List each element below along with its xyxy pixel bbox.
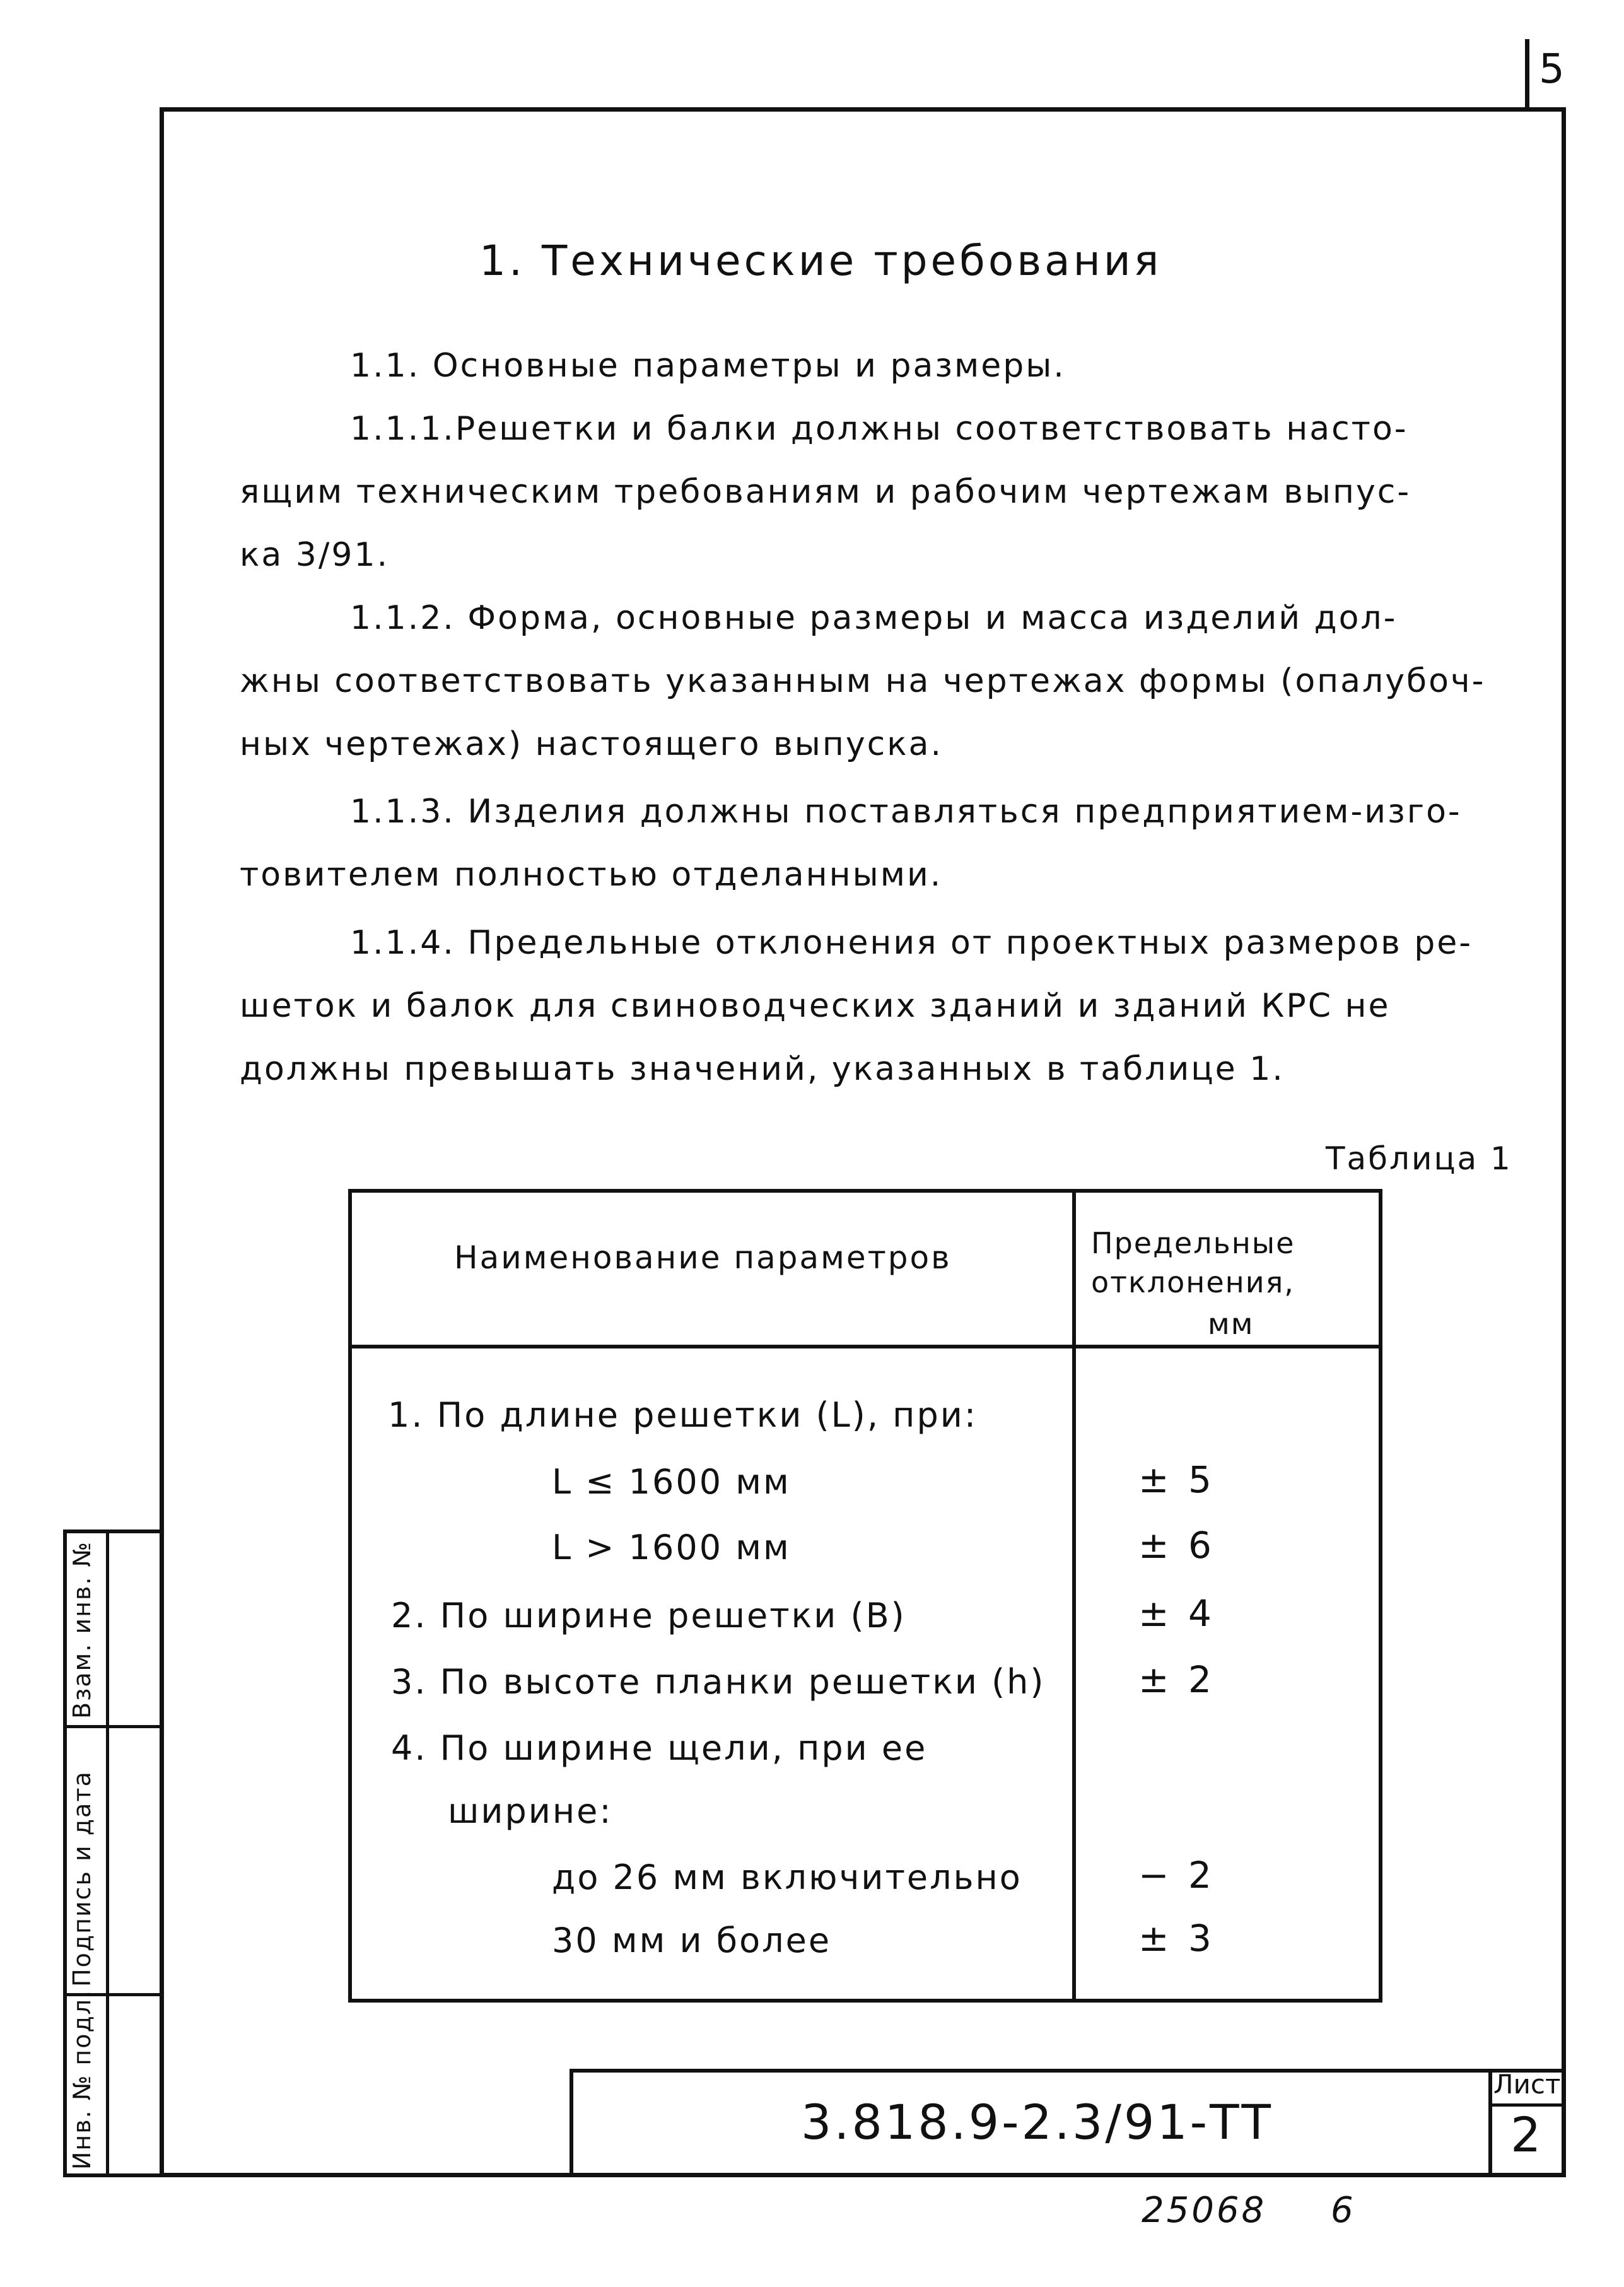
paragraph-1-1-4-line3: должны превышать значений, указанных в таблице 1.: [240, 1050, 1285, 1088]
table-row-value: ± 5: [1138, 1458, 1215, 1501]
paragraph-1-1: 1.1. Основные параметры и размеры.: [350, 347, 1066, 385]
table-row-value: ± 6: [1138, 1524, 1215, 1567]
side-stamp-divider: [106, 1530, 109, 2177]
sheet-label: Лист: [1493, 2069, 1561, 2100]
paragraph-1-1-1-line3: ка 3/91.: [240, 536, 390, 574]
table-row-label: 1. По длине решетки (L), при:: [388, 1395, 978, 1435]
page-number-divider: [1525, 39, 1529, 110]
paragraph-1-1-4-line2: шеток и балок для свиноводческих зданий и зданий КРС не: [240, 987, 1391, 1025]
table-header-divider: [348, 1345, 1382, 1348]
table-row-label: 30 мм и более: [552, 1921, 832, 1960]
table-header-parameters: Наименование параметров: [454, 1239, 952, 1276]
paragraph-1-1-2-line1: 1.1.2. Форма, основные размеры и масса изделий дол-: [350, 599, 1398, 637]
paragraph-1-1-2-line3: ных чертежах) настоящего выпуска.: [240, 725, 943, 763]
table-row-label: L ≤ 1600 мм: [552, 1462, 791, 1502]
title-block-divider: [1488, 2069, 1492, 2177]
table-row-label: до 26 мм включительно: [552, 1857, 1022, 1897]
table-row-label: 3. По высоте планки решетки (h): [391, 1662, 1046, 1702]
page-number: 5: [1539, 46, 1565, 93]
paragraph-1-1-3-line1: 1.1.3. Изделия должны поставляться предприятием-изго-: [350, 793, 1462, 831]
side-stamp-signature-date: Подпись и дата: [68, 1770, 96, 1987]
paragraph-1-1-1-line1: 1.1.1.Решетки и балки должны соответствовать насто-: [350, 410, 1408, 448]
sheet-number: 2: [1510, 2107, 1541, 2163]
table-header-deviations-line1: Предельные: [1091, 1226, 1295, 1260]
table-header-unit: мм: [1208, 1307, 1254, 1341]
table-row-value: ± 4: [1138, 1592, 1215, 1635]
table-header-deviations-line2: отклонения,: [1091, 1265, 1295, 1299]
paragraph-1-1-3-line2: товителем полностью отделанными.: [240, 856, 943, 894]
table-row-value: ± 3: [1138, 1917, 1215, 1960]
side-stamp-inv-replace: Взам. инв. №: [68, 1540, 96, 1719]
table-row-label: ширине:: [448, 1791, 613, 1831]
table-row-value: − 2: [1138, 1854, 1215, 1897]
archive-page: 6: [1331, 2190, 1353, 2231]
table-column-divider: [1072, 1189, 1076, 2003]
table-row-label: 2. По ширине решетки (В): [391, 1596, 906, 1635]
paragraph-1-1-2-line2: жны соответствовать указанным на чертежах формы (опалубоч-: [240, 662, 1486, 700]
side-stamp-inv-orig: Инв. № подл.: [68, 1989, 96, 2170]
paragraph-1-1-1-line2: ящим техническим требованиям и рабочим чертежам выпус-: [240, 473, 1411, 511]
table-header-deviations: [1091, 1224, 1295, 1302]
paragraph-1-1-4-line1: 1.1.4. Предельные отклонения от проектных размеров ре-: [350, 924, 1473, 962]
table-row-value: ± 2: [1138, 1658, 1215, 1701]
document-code: 3.818.9-2.3/91-ТТ: [801, 2094, 1273, 2150]
section-heading: 1. Технические требования: [479, 237, 1162, 285]
archive-number: 25068: [1142, 2190, 1267, 2231]
table-row-label: 4. По ширине щели, при ее: [391, 1728, 928, 1768]
table-row-label: L > 1600 мм: [552, 1528, 791, 1567]
table-caption: Таблица 1: [1326, 1140, 1512, 1177]
side-stamp-row-divider: [63, 1725, 160, 1728]
